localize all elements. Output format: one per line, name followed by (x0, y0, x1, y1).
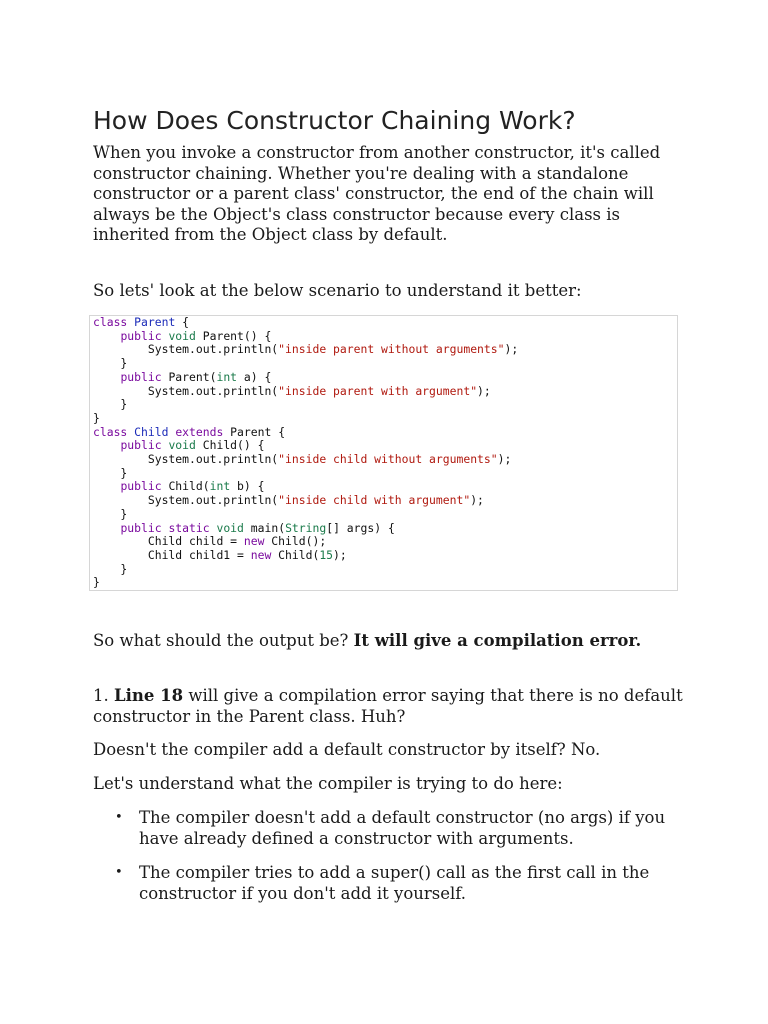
scenario-paragraph: So lets' look at the below scenario to understand it better: (93, 281, 582, 300)
output-paragraph: So what should the output be? It will give a compilation error. (93, 631, 642, 650)
bullet-list (93, 808, 683, 918)
bullet-icon: • (115, 810, 123, 825)
point-1-paragraph: 1. Line 18 will give a compilation error saying that there is no default constructor in the Parent class. Huh? (93, 686, 683, 726)
page-title: How Does Constructor Chaining Work? (93, 106, 576, 135)
code-block (89, 315, 678, 591)
compiler-question-paragraph: Doesn't the compiler add a default constructor by itself? No. (93, 740, 601, 759)
understand-paragraph: Let's understand what the compiler is trying to do here: (93, 774, 563, 793)
code-text: class Parent { public void Parent() { System.out.println("inside parent without arguments"); } public Parent(int a) { System.out.println("inside parent with argument"); } } class Child extends Parent { public void Child() { System.out.println("inside child without arguments"); } public Child(int b) { System.out.println("inside child with argument"); } public static void main(String[] args) { Child child = new Child(); Child child1 = new Child(15); } } (93, 315, 519, 590)
intro-paragraph: When you invoke a constructor from another constructor, it's called constructor chaining. Whether you're dealing with a standalone constructor or a parent class' constructor, the end of the chain will always be the Object's class constructor because every class is inherited from the Object class by default. (93, 143, 661, 245)
bullet-icon: • (115, 865, 123, 881)
list-item: • The compiler tries to add a super() call as the first call in the constructor if you don't add it yourself. (115, 863, 650, 903)
list-item: • The compiler doesn't add a default constructor (no args) if you have already defined a constructor with arguments. (115, 808, 666, 848)
